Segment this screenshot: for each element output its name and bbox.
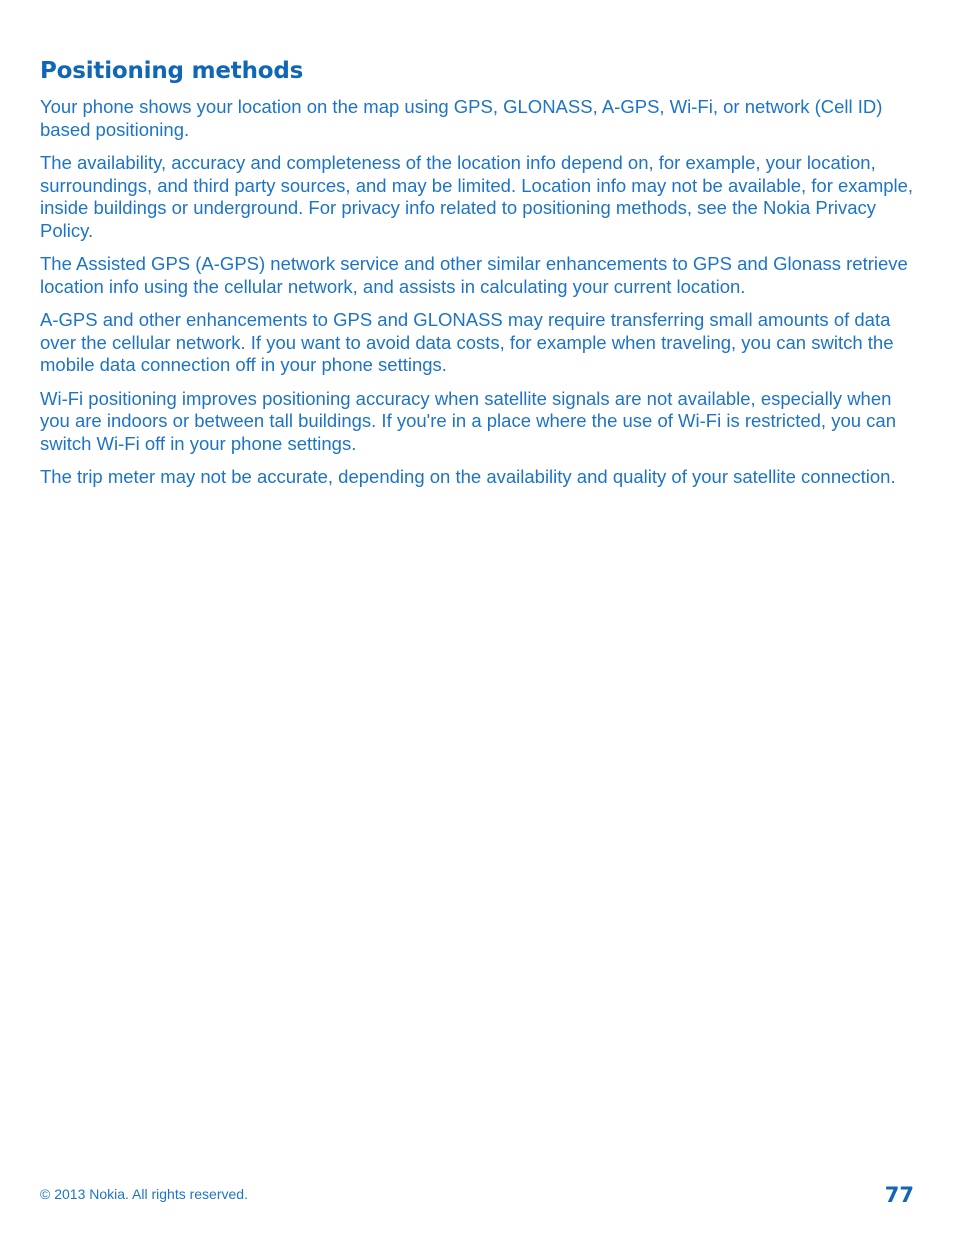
paragraph-trip-meter: The trip meter may not be accurate, depending on the availability and quality of your satellite connection. <box>40 466 896 487</box>
paragraph-wifi-positioning: Wi-Fi positioning improves positioning accuracy when satellite signals are not available, especially when you are indoors or between tall buildings. If you're in a place where the use of Wi-Fi is restricted, you can switch Wi-Fi off in your phone settings. <box>40 387 896 454</box>
section-title: Positioning methods <box>40 58 304 84</box>
paragraph-agps-service: The Assisted GPS (A-GPS) network service and other similar enhancements to GPS and Glonass retrieve location info using the cellular network, and assists in calculating your current location. <box>40 253 908 297</box>
paragraph-positioning-overview: Your phone shows your location on the map using GPS, GLONASS, A-GPS, Wi-Fi, or network (Cell ID) based positioning. <box>40 96 883 140</box>
footer-copyright: © 2013 Nokia. All rights reserved. <box>40 1186 248 1202</box>
paragraph-availability: The availability, accuracy and completeness of the location info depend on, for example, your location, surroundings, and third party sources, and may be limited. Location info may not be available, for example, inside buildings or underground. For privacy info related to positioning methods, see the Nokia Privacy Policy. <box>40 152 914 241</box>
main-content <box>40 56 918 500</box>
paragraph-data-costs: A-GPS and other enhancements to GPS and GLONASS may require transferring small amounts of data over the cellular network. If you want to avoid data costs, for example when traveling, you can switch the mobile data connection off in your phone settings. <box>40 309 894 375</box>
page-number: 77 <box>884 1183 914 1207</box>
